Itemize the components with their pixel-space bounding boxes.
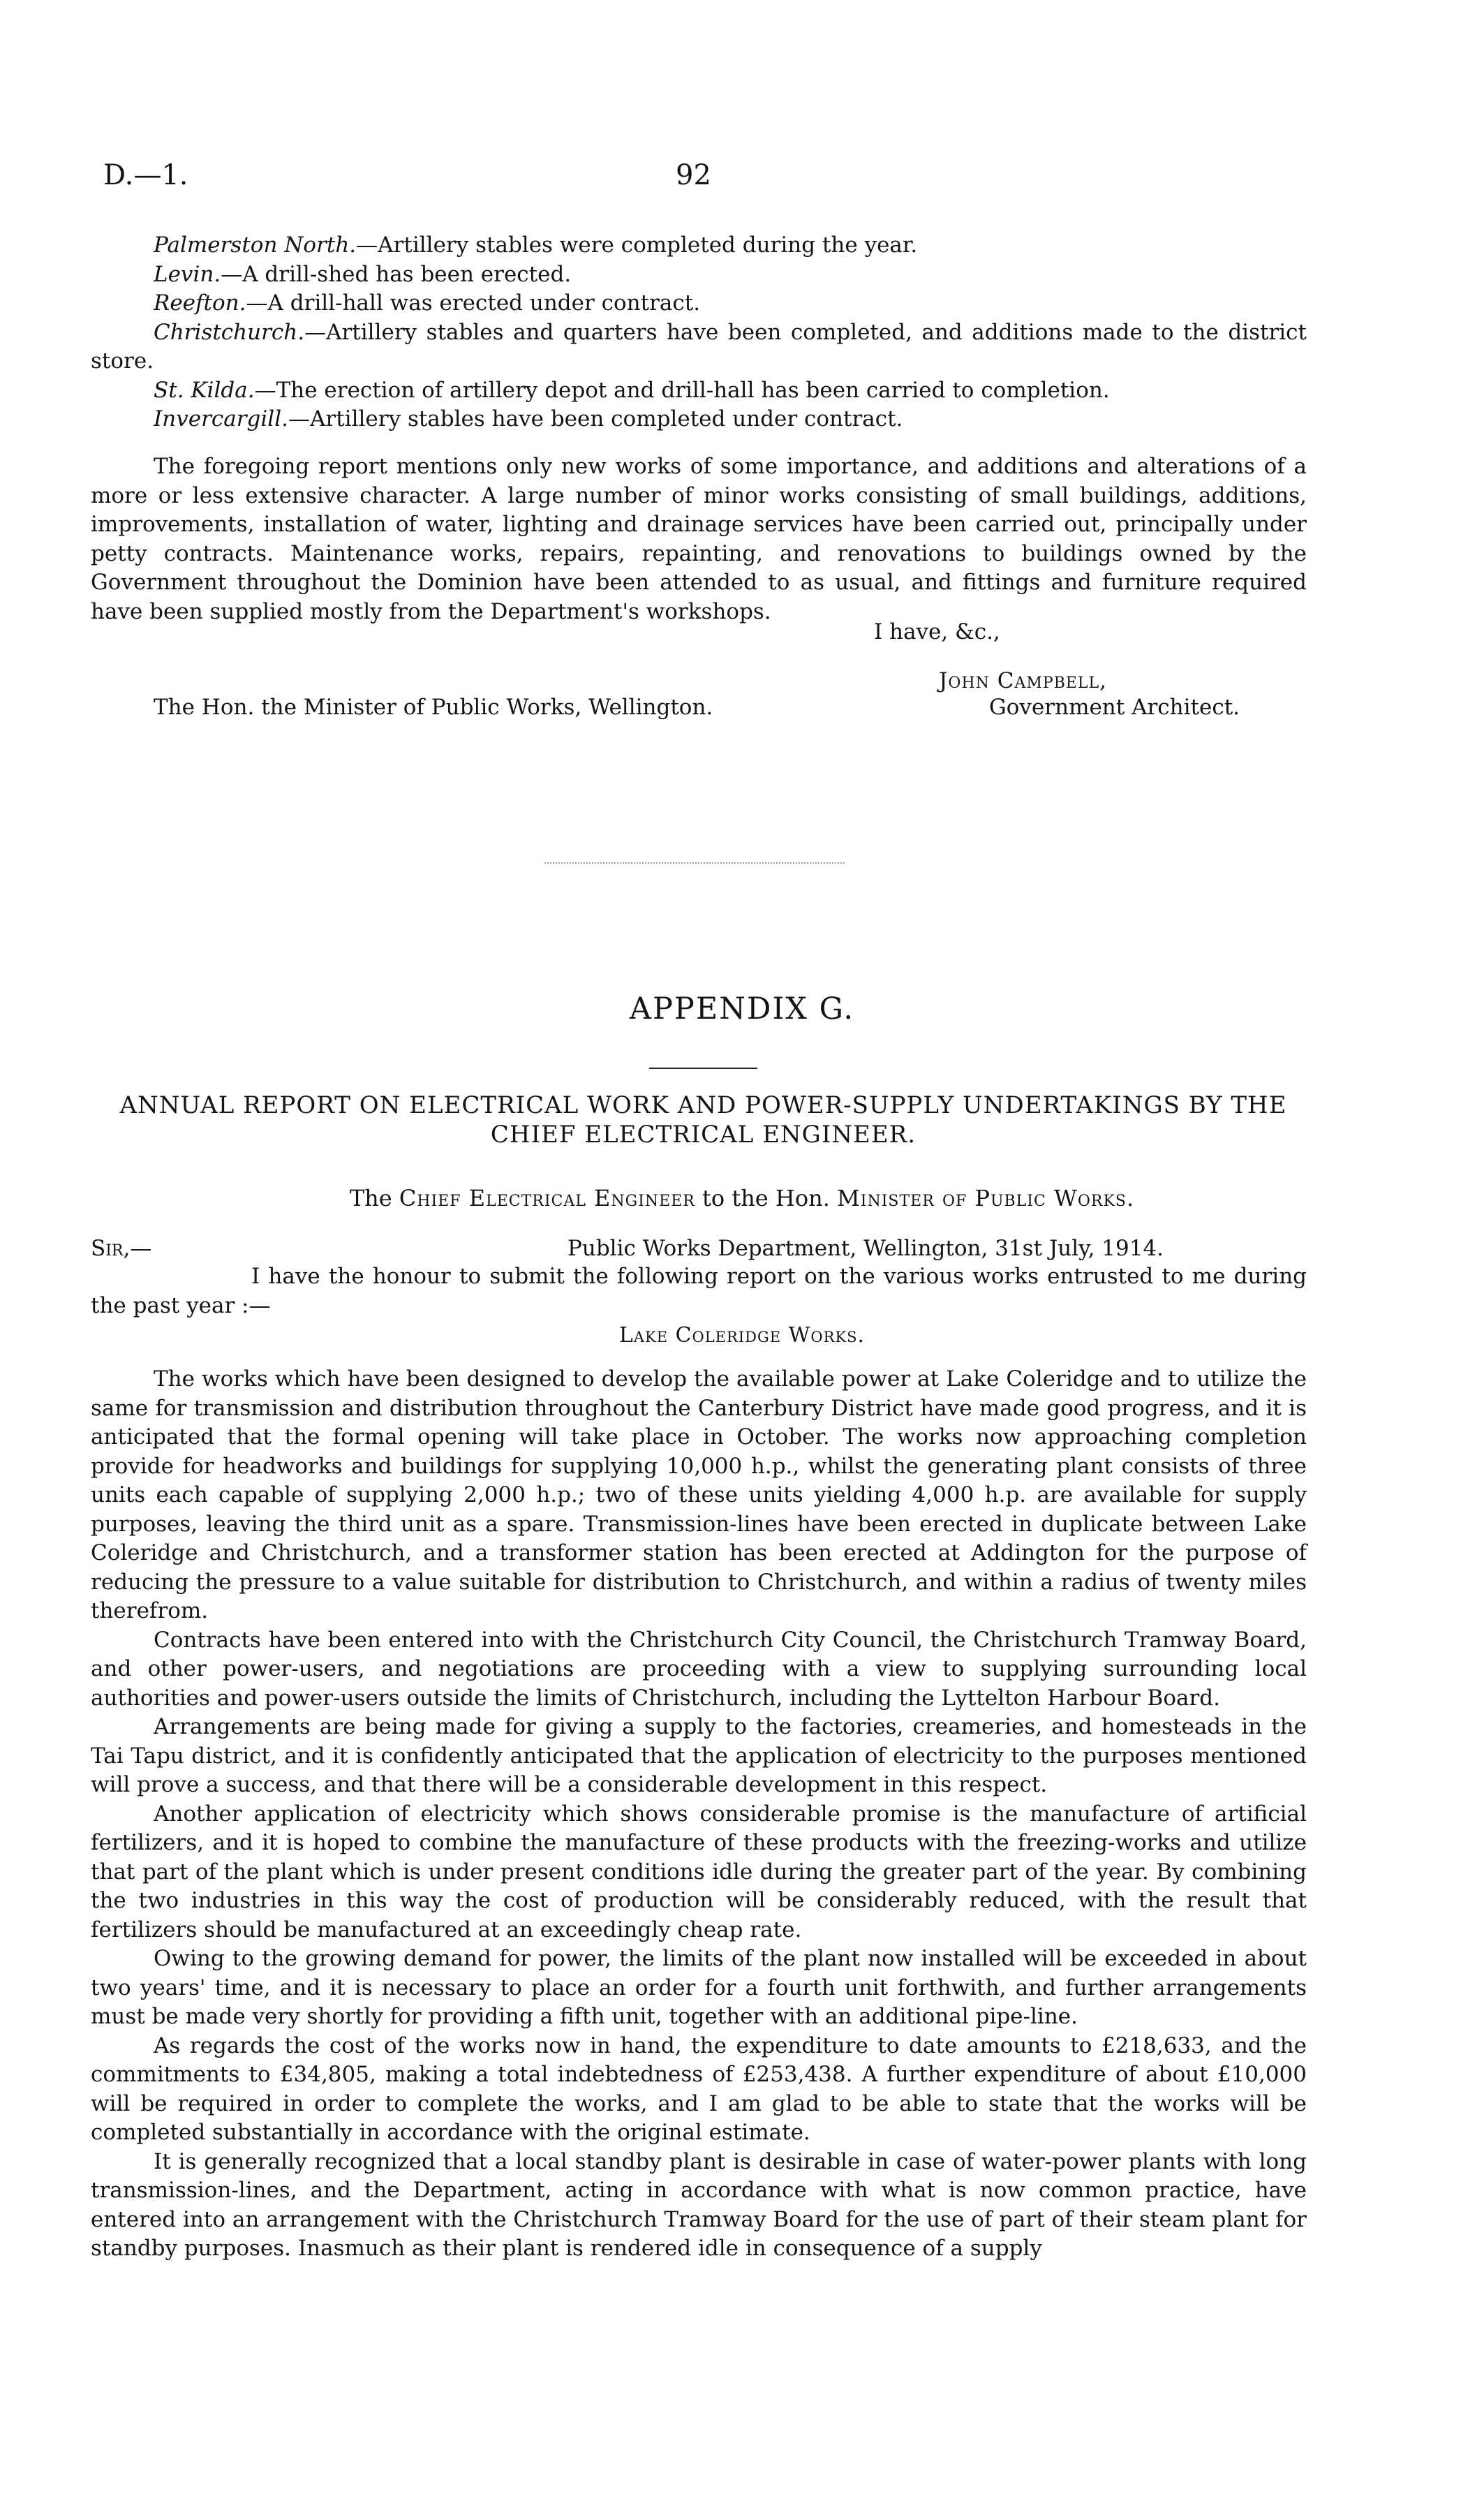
place-name: Levin.: [154, 261, 221, 287]
address-to: Minister of Public Works.: [837, 1185, 1135, 1211]
intro-paragraph: [91, 1262, 1307, 1320]
dateline: Public Works Department, Wellington, 31st July, 1914.: [567, 1236, 1164, 1261]
page-header: [103, 159, 1297, 201]
document-reference: D.—1.: [103, 159, 188, 191]
entry-text: —Artillery stables have been completed under contract.: [288, 406, 903, 432]
paragraph: Another application of electricity which shows considerable promise is the manufacture of artificial fertilizers, and it is hoped to combine the manufacture of these products with the freezing-works and utilize that part of the plant which is under present conditions idle during the greater part of the year. By combining the two industries in this way the cost of production will be considerably reduced, with the result that fertilizers should be manufactured at an exceedingly cheap rate.: [91, 1801, 1307, 1942]
signoff: I have, &c.,: [874, 619, 1000, 644]
place-name: Christchurch.: [154, 319, 305, 345]
paragraph: Contracts have been entered into with the Christchurch City Council, the Christchurch Tramway Board, and other power-users, and negotiations are proceeding with a view to supplying surrounding local authorities and power-users outside the limits of Christchurch, including the Lyttelton Harbour Board.: [91, 1627, 1307, 1711]
report-title: ANNUAL REPORT ON ELECTRICAL WORK AND POWER-SUPPLY UNDERTAKINGS BY THE CHIEF ELECTRICAL ENGINEER.: [119, 1091, 1287, 1149]
report-body: [91, 1365, 1307, 2264]
closing-paragraph: [91, 452, 1307, 626]
addressee: The Hon. the Minister of Public Works, Wellington.: [154, 695, 713, 720]
place-name: Palmerston North.: [154, 233, 357, 258]
entry-text: —Artillery stables and quarters have been completed, and additions made to the district store.: [91, 319, 1307, 374]
paragraph: I have the honour to submit the following report on the various works entrusted to me during the past year :—: [91, 1264, 1307, 1318]
paragraph: The works which have been designed to develop the available power at Lake Coleridge and to utilize the same for transmission and distribution throughout the Canterbury District have made good progress, and it is anticipated that the formal opening will take place in October. The works now approaching completion provide for headworks and buildings for supplying 10,000 h.p., whilst the generating plant consists of three units each capable of supplying 2,000 h.p.; two of these units yielding 4,000 h.p. are available for supply purposes, leaving the third unit as a spare. Transmission-lines have been erected in duplicate between Lake Coleridge and Christchurch, and a transformer station has been erected at Addington for the purpose of reducing the pressure to a value suitable for distribution to Christchurch, and within a radius of twenty miles therefrom.: [91, 1366, 1307, 1623]
title-rule: [649, 1068, 757, 1069]
works-entry: [91, 318, 1307, 376]
salutation: Sir,—: [91, 1236, 152, 1261]
paragraph: Arrangements are being made for giving a supply to the factories, creameries, and homesteads in the Tai Tapu district, and it is confidently anticipated that the application of electricity to the purposes mentioned will prove a success, and that there will be a considerable development in this respect.: [91, 1714, 1307, 1797]
address-mid: to the Hon.: [695, 1185, 838, 1211]
place-name: Invercargill.: [154, 406, 288, 432]
works-entry: [91, 405, 1307, 434]
works-entry: [91, 231, 1307, 260]
place-name: Reefton.: [154, 290, 246, 316]
report-address-line: [0, 1185, 1484, 1211]
address-from: Chief Electrical Engineer: [399, 1185, 695, 1211]
address-the: The: [349, 1185, 399, 1211]
entry-text: —A drill-hall was erected under contract.: [246, 290, 701, 316]
entry-text: —A drill-shed has been erected.: [221, 261, 572, 287]
signatory-title: Government Architect.: [989, 695, 1240, 720]
works-list: [91, 231, 1307, 434]
entry-text: —The erection of artillery depot and drill-hall has been carried to completion.: [254, 377, 1110, 403]
paragraph: It is generally recognized that a local standby plant is desirable in case of water-power plants with long transmission-lines, and the Department, acting in accordance with what is now common practice, have entered into an arrangement with the Christchurch Tramway Board for the use of part of their steam plant for standby purposes. Inasmuch as their plant is rendered idle in consequence of a supply: [91, 2148, 1307, 2261]
entry-text: —Artillery stables were completed during the year.: [356, 233, 918, 258]
section-divider: [544, 862, 845, 864]
section-heading: Lake Coleridge Works.: [618, 1323, 866, 1348]
works-entry: [91, 289, 1307, 318]
works-entry: [91, 260, 1307, 290]
page-number: 92: [676, 159, 711, 191]
works-entry: [91, 376, 1307, 406]
paragraph: The foregoing report mentions only new works of some importance, and additions and alterations of a more or less extensive character. A large number of minor works consisting of small buildings, additions, improvements, installation of water, lighting and drainage services have been carried out, principally under petty contracts. Maintenance works, repairs, repainting, and renovations to buildings owned by the Government throughout the Dominion have been attended to as usual, and fittings and furniture required have been supplied mostly from the Department's workshops.: [91, 454, 1307, 624]
signatory-name: John Campbell,: [939, 668, 1107, 693]
appendix-title: APPENDIX G.: [629, 991, 855, 1026]
paragraph: Owing to the growing demand for power, the limits of the plant now installed will be exceeded in about two years' time, and it is necessary to place an order for a fourth unit forthwith, and further arrangements must be made very shortly for providing a fifth unit, together with an additional pipe-line.: [91, 1946, 1307, 2029]
place-name: St. Kilda.: [154, 377, 255, 403]
paragraph: As regards the cost of the works now in hand, the expenditure to date amounts to £218,633, and the commitments to £34,805, making a total indebtedness of £253,438. A further expenditure of about £10,000 will be required in order to complete the works, and I am glad to be able to state that the works will be completed substantially in accordance with the original estimate.: [91, 2033, 1307, 2145]
